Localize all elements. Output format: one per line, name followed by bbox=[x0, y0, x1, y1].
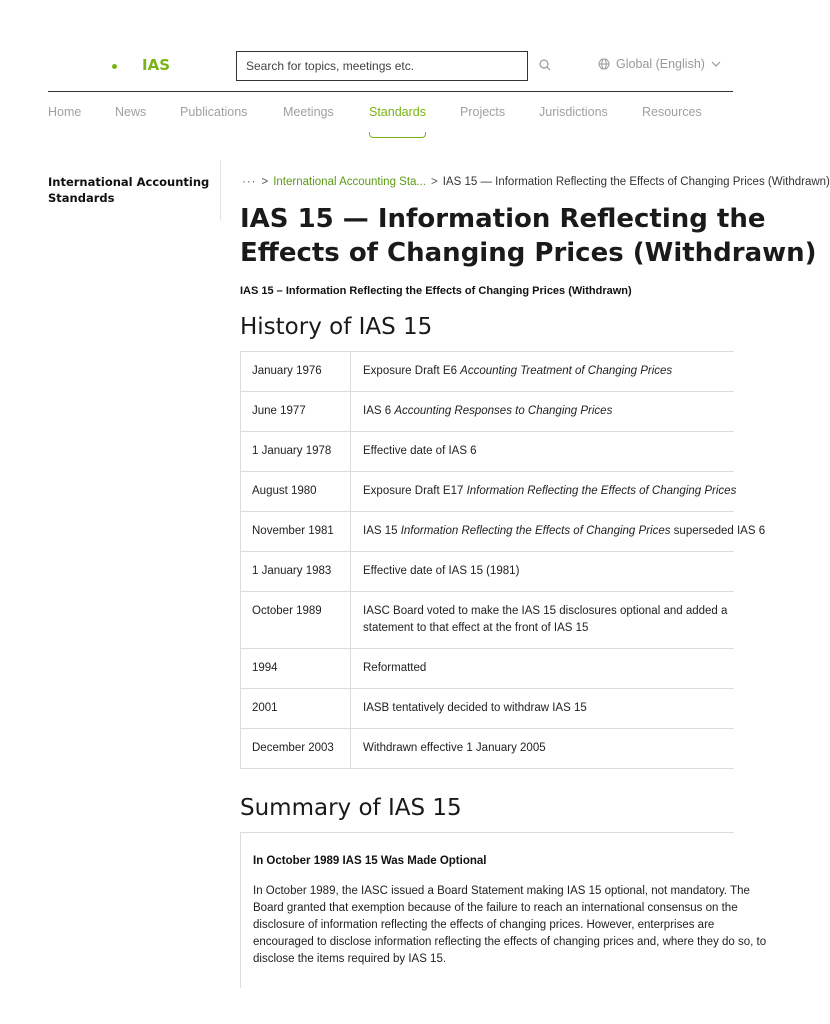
logo-dot-icon[interactable] bbox=[112, 64, 117, 69]
history-event-cell bbox=[351, 592, 755, 648]
table-row bbox=[241, 472, 737, 512]
history-date-cell: 1 January 1978 bbox=[241, 432, 351, 471]
active-nav-indicator bbox=[369, 132, 426, 138]
history-date-cell: October 1989 bbox=[241, 592, 351, 648]
header-divider bbox=[48, 91, 733, 92]
history-event-text bbox=[363, 525, 765, 537]
history-event-text bbox=[363, 662, 426, 674]
page-title bbox=[240, 202, 817, 270]
chevron-down-icon bbox=[711, 61, 721, 68]
search-icon[interactable] bbox=[538, 58, 552, 72]
history-event-cell bbox=[351, 352, 734, 391]
page-subtitle: IAS 15 – Information Reflecting the Effects of Changing Prices (Withdrawn) bbox=[240, 285, 632, 297]
history-event-text bbox=[363, 365, 672, 377]
site-logo[interactable]: IAS bbox=[142, 56, 170, 74]
history-event-cell bbox=[351, 552, 734, 591]
breadcrumb bbox=[242, 176, 830, 188]
history-date-cell: August 1980 bbox=[241, 472, 351, 511]
page-title-line1: IAS 15 — Information Reflecting the bbox=[240, 204, 766, 234]
table-row bbox=[241, 432, 734, 472]
history-date-cell: November 1981 bbox=[241, 512, 351, 551]
main-nav bbox=[0, 104, 768, 138]
history-event-prefix: Reformatted bbox=[363, 662, 427, 674]
history-event-title: Accounting Treatment of Changing Prices bbox=[460, 365, 673, 377]
breadcrumb-link-ias[interactable]: International Accounting Sta... bbox=[273, 176, 427, 188]
history-date-cell: December 2003 bbox=[241, 729, 351, 768]
table-row bbox=[241, 649, 734, 689]
history-event-prefix: Exposure Draft E17 bbox=[363, 485, 467, 497]
page-title-line2: Effects of Changing Prices (Withdrawn) bbox=[240, 238, 817, 268]
history-date-cell: January 1976 bbox=[241, 352, 351, 391]
history-date-cell: June 1977 bbox=[241, 392, 351, 431]
history-event-text bbox=[363, 603, 743, 637]
history-event-prefix: IASC Board voted to make the IAS 15 disclosures optional and added a statement to that effect at the front of IAS 15 bbox=[363, 605, 728, 634]
chevron-right-icon: > bbox=[431, 176, 438, 188]
globe-icon bbox=[598, 58, 610, 70]
nav-standards[interactable]: Standards bbox=[369, 105, 426, 119]
history-event-prefix: Withdrawn effective 1 January 2005 bbox=[363, 742, 546, 754]
history-event-text bbox=[363, 485, 736, 497]
history-event-prefix: Effective date of IAS 6 bbox=[363, 445, 477, 457]
history-event-prefix: IAS 6 bbox=[363, 405, 395, 417]
language-selector[interactable] bbox=[598, 57, 721, 71]
nav-jurisdictions[interactable]: Jurisdictions bbox=[539, 105, 608, 119]
history-event-prefix: Exposure Draft E6 bbox=[363, 365, 461, 377]
nav-resources[interactable]: Resources bbox=[642, 105, 702, 119]
language-label: Global (English) bbox=[616, 57, 705, 71]
history-event-title: Accounting Responses to Changing Prices bbox=[394, 405, 613, 417]
history-event-prefix: IASB tentatively decided to withdraw IAS 15 bbox=[363, 702, 587, 714]
nav-meetings[interactable]: Meetings bbox=[283, 105, 334, 119]
history-event-prefix: IAS 15 bbox=[363, 525, 401, 537]
history-event-prefix: Effective date of IAS 15 (1981) bbox=[363, 565, 520, 577]
nav-news[interactable]: News bbox=[115, 105, 147, 119]
history-event-cell bbox=[351, 432, 734, 471]
site-header bbox=[0, 0, 768, 92]
table-row bbox=[241, 352, 734, 392]
history-event-cell bbox=[351, 512, 777, 551]
sidebar-divider bbox=[220, 160, 221, 220]
history-table bbox=[240, 351, 766, 769]
history-date-cell: 1 January 1983 bbox=[241, 552, 351, 591]
history-date-cell: 1994 bbox=[241, 649, 351, 688]
chevron-right-icon: > bbox=[261, 176, 269, 188]
nav-projects[interactable]: Projects bbox=[460, 105, 506, 119]
table-row bbox=[241, 552, 734, 592]
history-event-text bbox=[363, 742, 546, 754]
history-event-text bbox=[363, 702, 587, 714]
search-input[interactable] bbox=[236, 51, 528, 81]
history-event-cell bbox=[351, 729, 734, 768]
table-row bbox=[241, 392, 734, 432]
history-event-title: Information Reflecting the Effects of Changing Prices bbox=[400, 525, 671, 537]
history-date-cell: 2001 bbox=[241, 689, 351, 728]
history-event-cell bbox=[351, 689, 734, 728]
breadcrumb-ellipsis[interactable]: ··· bbox=[242, 176, 257, 188]
nav-publications[interactable]: Publications bbox=[180, 105, 248, 119]
summary-box bbox=[240, 832, 767, 988]
breadcrumb-current: IAS 15 — Information Reflecting the Effects of Changing Prices (Withdrawn) bbox=[442, 176, 830, 188]
history-event-cell bbox=[351, 649, 734, 688]
table-row bbox=[241, 592, 734, 649]
summary-heading: Summary of IAS 15 bbox=[240, 795, 462, 821]
history-heading: History of IAS 15 bbox=[240, 314, 433, 340]
sidebar-item-ias[interactable]: International Accounting Standards bbox=[48, 175, 210, 205]
history-event-title: Information Reflecting the Effects of Changing Prices bbox=[466, 485, 737, 497]
history-event-cell bbox=[351, 472, 748, 511]
table-row bbox=[241, 512, 766, 552]
table-row bbox=[241, 729, 734, 769]
table-row bbox=[241, 689, 734, 729]
history-event-suffix: superseded IAS 6 bbox=[670, 525, 766, 537]
history-event-text bbox=[363, 405, 612, 417]
history-event-text bbox=[363, 445, 477, 457]
summary-text: In October 1989, the IASC issued a Board Statement making IAS 15 optional, not mandatory. The Board granted that exemption because of the failure to reach an international consensus on the disclosure of information reflecting the effects of changing prices. However, enterprises are encouraged to disclose information reflecting the effects of changing prices and, where they do so, to disclose the items required by IAS 15. bbox=[253, 885, 767, 965]
history-event-text bbox=[363, 565, 519, 577]
nav-home[interactable]: Home bbox=[48, 105, 82, 119]
history-event-cell bbox=[351, 392, 734, 431]
summary-box-heading: In October 1989 IAS 15 Was Made Optional bbox=[253, 855, 487, 867]
